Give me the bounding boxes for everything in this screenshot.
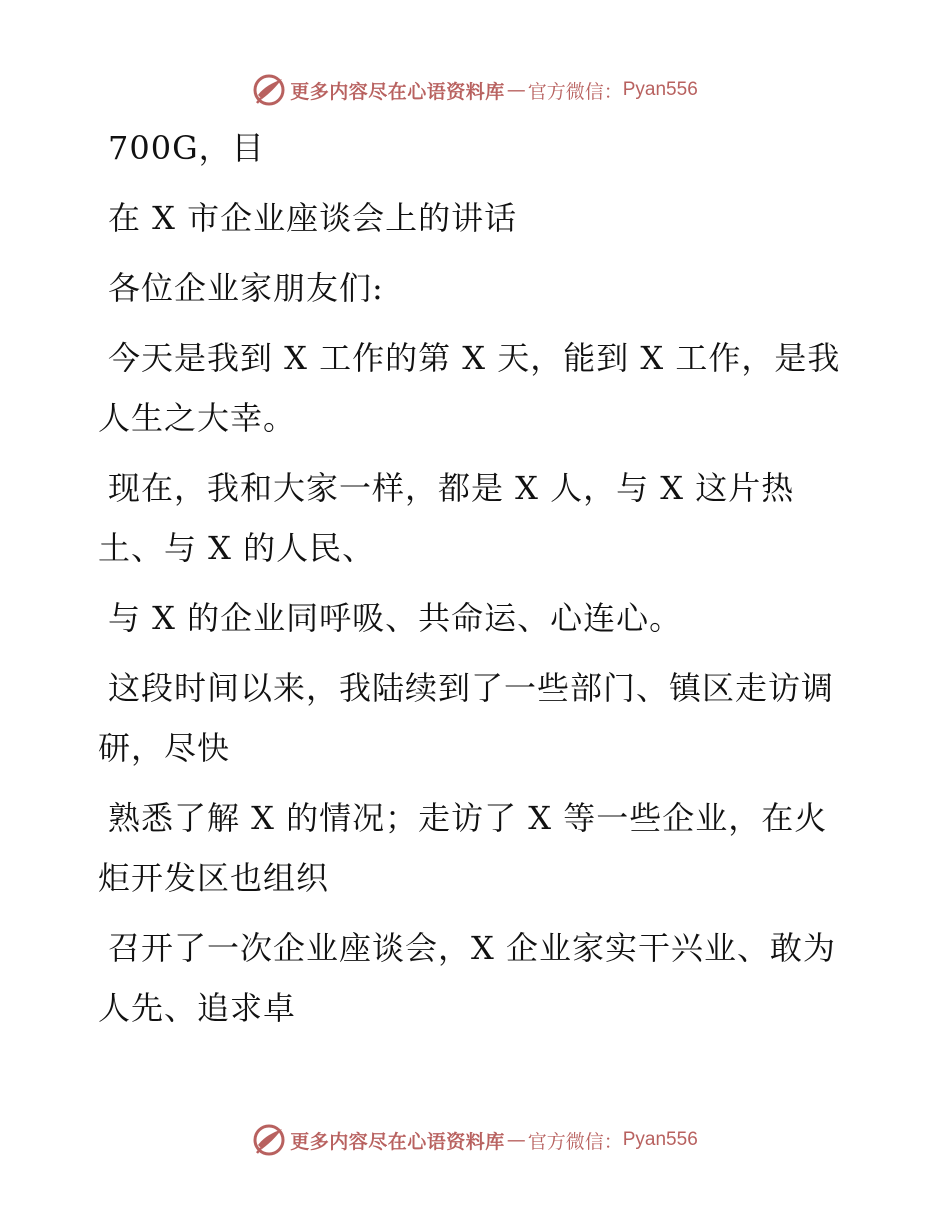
paragraph-4: 今天是我到 X 工作的第 X 天，能到 X 工作，是我人生之大幸。 <box>98 339 841 437</box>
watermark-official: 官方微信： <box>527 1130 623 1153</box>
watermark-official: 官方微信： <box>527 80 623 103</box>
header-watermark <box>0 70 950 110</box>
watermark-prefix: 更多内容尽在心语资料库 <box>290 80 505 103</box>
watermark-id: Pyan556 <box>622 79 698 100</box>
quill-logo-icon <box>252 73 286 107</box>
footer-watermark <box>0 1120 950 1160</box>
paragraph-5: 现在，我和大家一样，都是 X 人，与 X 这片热土、与 X 的人民、 <box>98 469 795 567</box>
paragraph-8: 熟悉了解 X 的情况；走访了 X 等一些企业，在火炬开发区也组织 <box>98 799 828 897</box>
paragraph-7: 这段时间以来，我陆续到了一些部门、镇区走访调研，尽快 <box>98 669 835 767</box>
watermark-id: Pyan556 <box>622 1129 698 1150</box>
paragraph-1: 700G，目 <box>108 129 265 167</box>
watermark-prefix: 更多内容尽在心语资料库 <box>290 1130 505 1153</box>
watermark-separator: — <box>506 1129 526 1151</box>
watermark-separator: — <box>506 79 526 101</box>
paragraph-3: 各位企业家朋友们: <box>108 269 384 307</box>
quill-logo-icon <box>252 1123 286 1157</box>
paragraph-9: 召开了一次企业座谈会，X 企业家实干兴业、敢为人先、追求卓 <box>98 929 836 1027</box>
paragraph-6: 与 X 的企业同呼吸、共命运、心连心。 <box>108 599 683 637</box>
paragraph-2: 在 X 市企业座谈会上的讲话 <box>108 199 518 237</box>
document-body <box>98 118 858 1048</box>
